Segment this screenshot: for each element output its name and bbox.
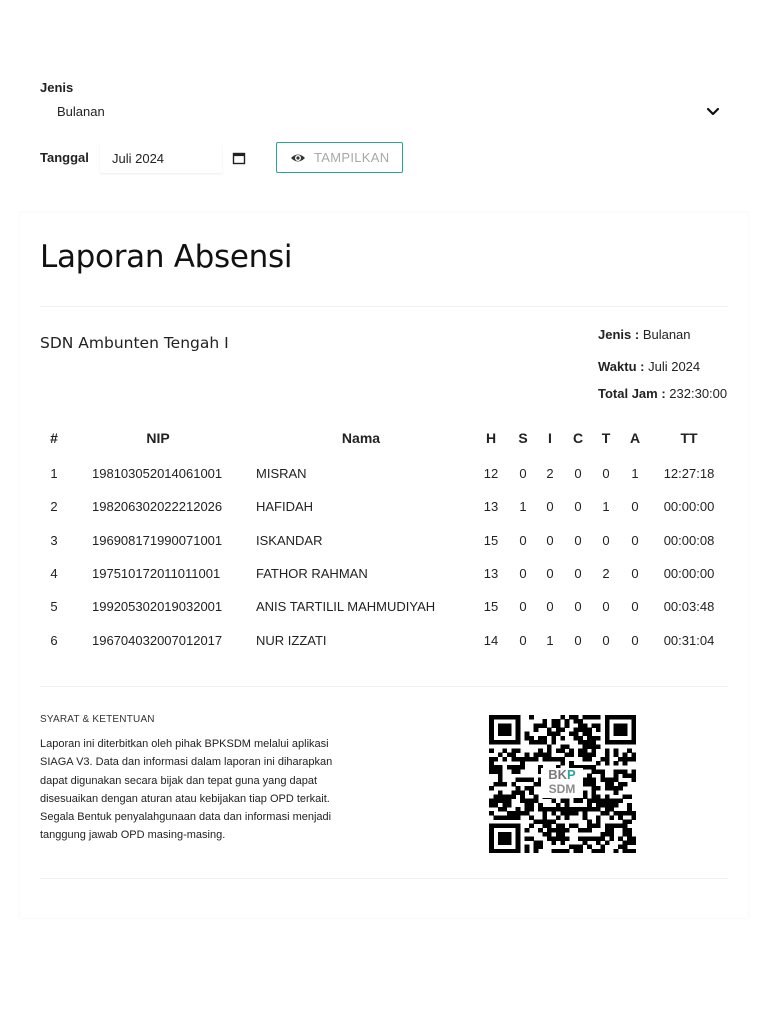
cell-no: 6 [50, 633, 58, 648]
cell-t: 0 [602, 599, 610, 614]
cell-nama: HAFIDAH [256, 499, 314, 514]
meta-waktu [598, 359, 700, 374]
cell-tt: 00:00:00 [663, 566, 715, 581]
meta-waktu-key: Waktu : [598, 359, 645, 374]
cell-tt: 00:31:04 [663, 633, 715, 648]
cell-tt: 00:00:00 [663, 499, 715, 514]
cell-nama: FATHOR RAHMAN [256, 566, 368, 581]
cell-nip: 198206302022212026 [92, 499, 223, 514]
cell-t: 1 [602, 499, 610, 514]
cell-s: 0 [519, 633, 527, 648]
cell-tt: 00:03:48 [663, 599, 715, 614]
meta-jenis-key: Jenis : [598, 327, 640, 342]
table-divider [40, 686, 728, 687]
cell-a: 1 [631, 466, 639, 481]
logo-text-sdm: SDM [548, 782, 576, 796]
cell-t: 0 [602, 533, 610, 548]
cell-c: 0 [574, 499, 582, 514]
calendar-icon[interactable] [232, 151, 246, 165]
cell-i: 2 [546, 466, 554, 481]
report-card [20, 213, 748, 918]
cell-t: 0 [602, 466, 610, 481]
cell-a: 0 [631, 599, 639, 614]
meta-waktu-value: Juli 2024 [648, 359, 701, 374]
meta-total-value: 232:30:00 [669, 386, 728, 401]
cell-h: 12 [483, 466, 499, 481]
report-title: Laporan Absensi [40, 239, 293, 275]
col-header-t: T [601, 430, 611, 446]
logo-text-bk: BK [548, 767, 568, 782]
cell-i: 1 [546, 633, 554, 648]
cell-t: 0 [602, 633, 610, 648]
cell-i: 0 [546, 533, 554, 548]
eye-icon [290, 151, 306, 165]
meta-jenis [598, 327, 691, 342]
header-divider [40, 306, 728, 307]
tanggal-input-value: Juli 2024 [112, 151, 165, 166]
tanggal-input[interactable] [100, 143, 222, 173]
cell-a: 0 [631, 566, 639, 581]
cell-no: 5 [50, 599, 58, 614]
cell-s: 1 [519, 499, 527, 514]
meta-total-key: Total Jam : [598, 386, 666, 401]
cell-nama: ISKANDAR [256, 533, 323, 548]
footer-divider [40, 878, 728, 879]
cell-i: 0 [546, 599, 554, 614]
cell-s: 0 [519, 466, 527, 481]
cell-h: 15 [483, 599, 499, 614]
cell-nama: NUR IZZATI [256, 633, 327, 648]
cell-i: 0 [546, 499, 554, 514]
col-header-nama: Nama [341, 430, 381, 446]
cell-a: 0 [631, 533, 639, 548]
meta-jenis-value: Bulanan [642, 327, 691, 342]
cell-nip: 199205302019032001 [92, 599, 223, 614]
cell-i: 0 [546, 566, 554, 581]
col-header-c: C [572, 430, 584, 446]
tampilkan-button-label: TAMPILKAN [314, 150, 390, 165]
cell-c: 0 [574, 533, 582, 548]
jenis-select-value: Bulanan [57, 104, 105, 119]
cell-nip: 196704032007012017 [92, 633, 223, 648]
col-header-s: S [518, 430, 528, 446]
tampilkan-button[interactable] [276, 142, 403, 173]
cell-c: 0 [574, 599, 582, 614]
jenis-label: Jenis [40, 80, 74, 95]
cell-h: 13 [483, 566, 499, 581]
terms-text: Laporan ini diterbitkan oleh pihak BPKSDM melalui aplikasi SIAGA V3. Data dan informasi dalam laporan ini diharapkan dapat digunakan secara bijak dan tepat guna yang dapat disesuaikan dengan aturan atau kebijakan tiap OPD terkait. Segala Bentuk penyalahgunaan data dan informasi menjadi tanggung jawab OPD masing-masing. [40, 738, 333, 842]
cell-a: 0 [631, 633, 639, 648]
cell-a: 0 [631, 499, 639, 514]
cell-tt: 12:27:18 [663, 466, 715, 481]
cell-c: 0 [574, 466, 582, 481]
cell-no: 2 [50, 499, 58, 514]
cell-nama: ANIS TARTILIL MAHMUDIYAH [256, 599, 436, 614]
jenis-select[interactable] [40, 98, 730, 126]
col-header-h: H [485, 430, 497, 446]
cell-c: 0 [574, 633, 582, 648]
meta-total-jam [598, 386, 727, 401]
logo-text-p: P [567, 767, 576, 782]
cell-s: 0 [519, 533, 527, 548]
cell-c: 0 [574, 566, 582, 581]
bkpsdm-logo [541, 768, 583, 798]
school-name: SDN Ambunten Tengah I [40, 334, 229, 352]
cell-tt: 00:00:08 [663, 533, 715, 548]
col-header-nip: NIP [146, 430, 170, 446]
cell-h: 14 [483, 633, 499, 648]
cell-nip: 196908171990071001 [92, 533, 223, 548]
tanggal-label: Tanggal [40, 150, 89, 165]
cell-s: 0 [519, 599, 527, 614]
col-header-no: # [50, 430, 58, 446]
col-header-i: I [548, 430, 552, 446]
terms-title: SYARAT & KETENTUAN [40, 714, 155, 725]
cell-nip: 197510172011011001 [92, 566, 221, 581]
cell-h: 13 [483, 499, 499, 514]
cell-s: 0 [519, 566, 527, 581]
cell-t: 2 [602, 566, 610, 581]
cell-no: 3 [50, 533, 58, 548]
chevron-down-icon [706, 104, 720, 118]
col-header-a: A [629, 430, 641, 446]
cell-no: 1 [50, 466, 58, 481]
col-header-tt: TT [680, 430, 698, 446]
cell-nama: MISRAN [256, 466, 307, 481]
cell-h: 15 [483, 533, 499, 548]
cell-no: 4 [50, 566, 58, 581]
cell-nip: 198103052014061001 [92, 466, 223, 481]
